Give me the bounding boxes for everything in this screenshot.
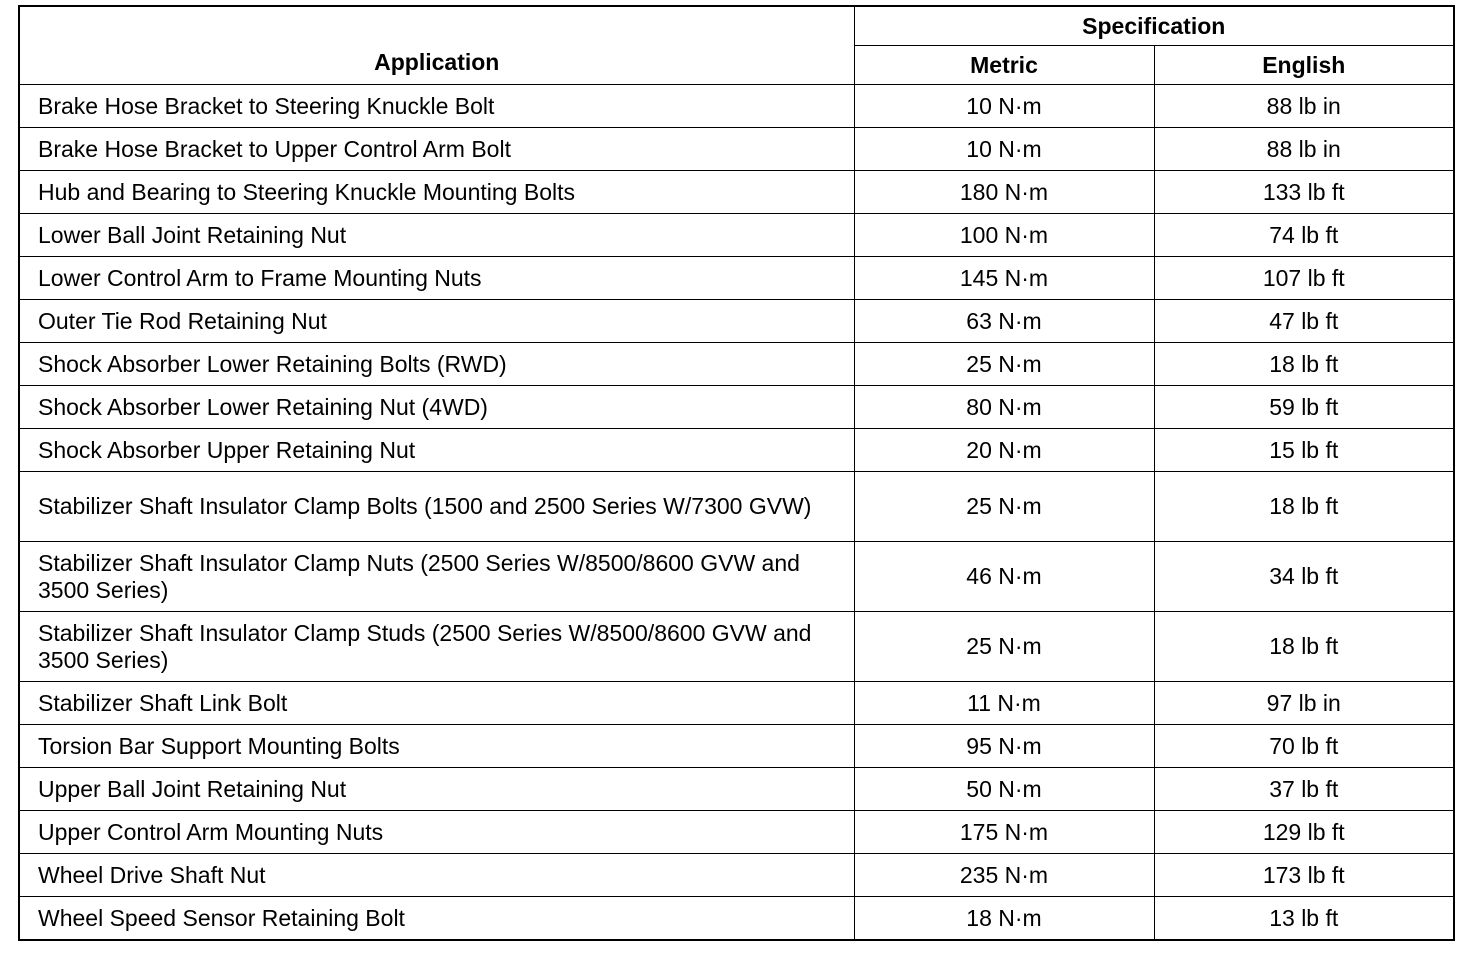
english-value-cell: 133 lb ft <box>1154 171 1454 214</box>
metric-value-cell: 25 N·m <box>854 472 1154 542</box>
metric-value-cell: 235 N·m <box>854 854 1154 897</box>
metric-value-cell: 180 N·m <box>854 171 1154 214</box>
english-value-cell: 88 lb in <box>1154 85 1454 128</box>
table-row <box>19 725 1454 768</box>
application-cell: Wheel Drive Shaft Nut <box>19 854 854 897</box>
application-cell: Lower Ball Joint Retaining Nut <box>19 214 854 257</box>
english-value-cell: 88 lb in <box>1154 128 1454 171</box>
table-row <box>19 429 1454 472</box>
application-cell: Stabilizer Shaft Insulator Clamp Studs (2500 Series W/8500/8600 GVW and 3500 Series) <box>19 612 854 682</box>
table-row <box>19 682 1454 725</box>
metric-value-cell: 100 N·m <box>854 214 1154 257</box>
application-cell: Lower Control Arm to Frame Mounting Nuts <box>19 257 854 300</box>
english-value-cell: 129 lb ft <box>1154 811 1454 854</box>
table-row <box>19 612 1454 682</box>
table-row <box>19 300 1454 343</box>
table-row <box>19 257 1454 300</box>
english-value-cell: 47 lb ft <box>1154 300 1454 343</box>
english-value-cell: 13 lb ft <box>1154 897 1454 941</box>
metric-value-cell: 25 N·m <box>854 343 1154 386</box>
specification-group-header: Specification <box>854 6 1454 46</box>
metric-value-cell: 175 N·m <box>854 811 1154 854</box>
metric-value-cell: 10 N·m <box>854 85 1154 128</box>
english-value-cell: 18 lb ft <box>1154 343 1454 386</box>
table-row <box>19 386 1454 429</box>
application-cell: Upper Control Arm Mounting Nuts <box>19 811 854 854</box>
english-value-cell: 34 lb ft <box>1154 542 1454 612</box>
application-cell: Torsion Bar Support Mounting Bolts <box>19 725 854 768</box>
application-cell: Wheel Speed Sensor Retaining Bolt <box>19 897 854 941</box>
english-value-cell: 18 lb ft <box>1154 472 1454 542</box>
application-cell: Brake Hose Bracket to Upper Control Arm Bolt <box>19 128 854 171</box>
application-cell: Shock Absorber Lower Retaining Bolts (RWD) <box>19 343 854 386</box>
application-cell: Outer Tie Rod Retaining Nut <box>19 300 854 343</box>
metric-value-cell: 50 N·m <box>854 768 1154 811</box>
table-row <box>19 171 1454 214</box>
english-value-cell: 173 lb ft <box>1154 854 1454 897</box>
table-row <box>19 768 1454 811</box>
english-value-cell: 70 lb ft <box>1154 725 1454 768</box>
table-row <box>19 472 1454 542</box>
table-row <box>19 811 1454 854</box>
english-value-cell: 59 lb ft <box>1154 386 1454 429</box>
metric-value-cell: 11 N·m <box>854 682 1154 725</box>
table-row <box>19 343 1454 386</box>
english-value-cell: 107 lb ft <box>1154 257 1454 300</box>
english-value-cell: 18 lb ft <box>1154 612 1454 682</box>
application-cell: Hub and Bearing to Steering Knuckle Mounting Bolts <box>19 171 854 214</box>
application-cell: Shock Absorber Lower Retaining Nut (4WD) <box>19 386 854 429</box>
header-row-top <box>19 6 1454 46</box>
metric-value-cell: 46 N·m <box>854 542 1154 612</box>
english-column-header: English <box>1154 46 1454 85</box>
table-header <box>19 6 1454 85</box>
metric-value-cell: 10 N·m <box>854 128 1154 171</box>
application-cell: Upper Ball Joint Retaining Nut <box>19 768 854 811</box>
table-row <box>19 854 1454 897</box>
metric-value-cell: 63 N·m <box>854 300 1154 343</box>
metric-value-cell: 20 N·m <box>854 429 1154 472</box>
english-value-cell: 15 lb ft <box>1154 429 1454 472</box>
table-row <box>19 128 1454 171</box>
table-body <box>19 85 1454 941</box>
metric-value-cell: 95 N·m <box>854 725 1154 768</box>
table-row <box>19 542 1454 612</box>
application-cell: Shock Absorber Upper Retaining Nut <box>19 429 854 472</box>
metric-value-cell: 25 N·m <box>854 612 1154 682</box>
table-row <box>19 214 1454 257</box>
table-row <box>19 897 1454 941</box>
application-cell: Stabilizer Shaft Link Bolt <box>19 682 854 725</box>
application-cell: Stabilizer Shaft Insulator Clamp Nuts (2500 Series W/8500/8600 GVW and 3500 Series) <box>19 542 854 612</box>
application-cell: Stabilizer Shaft Insulator Clamp Bolts (1500 and 2500 Series W/7300 GVW) <box>19 472 854 542</box>
metric-column-header: Metric <box>854 46 1154 85</box>
table-row <box>19 85 1454 128</box>
metric-value-cell: 18 N·m <box>854 897 1154 941</box>
application-cell: Brake Hose Bracket to Steering Knuckle Bolt <box>19 85 854 128</box>
metric-value-cell: 80 N·m <box>854 386 1154 429</box>
english-value-cell: 74 lb ft <box>1154 214 1454 257</box>
metric-value-cell: 145 N·m <box>854 257 1154 300</box>
english-value-cell: 97 lb in <box>1154 682 1454 725</box>
application-column-header: Application <box>19 6 854 85</box>
torque-specification-table <box>18 5 1455 941</box>
english-value-cell: 37 lb ft <box>1154 768 1454 811</box>
